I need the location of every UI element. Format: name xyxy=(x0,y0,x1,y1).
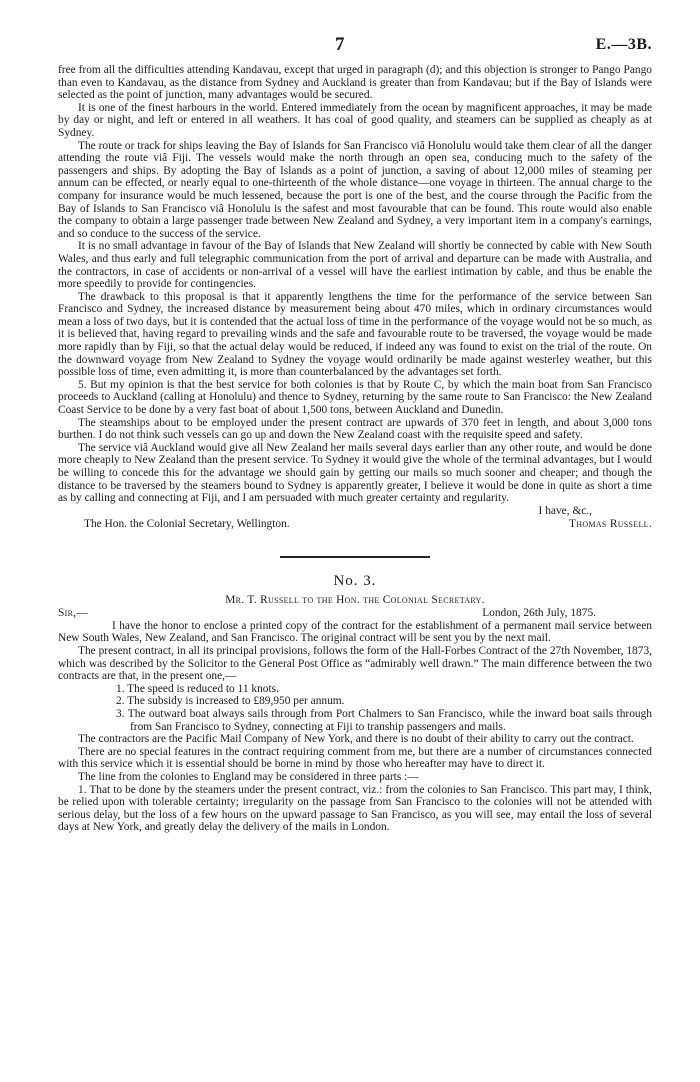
paragraph: It is one of the finest harbours in the world. Entered immediately from the ocean by magnificent approaches, it may be made by day or night, and left or entered in all weathers. It has coal of good quality, and steamers can be supplied as cheaply as at Sydney. xyxy=(58,101,652,139)
paragraph: It is no small advantage in favour of the Bay of Islands that New Zealand will shortly be connected by cable with New South Wales, and thus early and full telegraphic communication from the port of arrival and departure can be made with Australia, and the contractors, in case of accidents or non-arrival of a vessel will have the earliest intimation by cable, and thus be enable the more speedily to provide for contingencies. xyxy=(58,240,652,291)
paragraph: 5. But my opinion is that the best service for both colonies is that by Route C, by which the main boat from San Francisco proceeds to Auckland (calling at Honolulu) and thence to Sydney, returning by the same route to San Francisco: the New Zealand Coast Service to be done by a very fast boat of about 1,500 tons, between Auckland and Dunedin. xyxy=(58,378,652,417)
list-item: 1. The speed is reduced to 11 knots. xyxy=(116,682,279,695)
page xyxy=(58,34,652,834)
signature: Thomas Russell. xyxy=(569,517,652,530)
list-item: 3. The outward boat always sails through from Port Chalmers to San Francisco, while the inward boat sails through from San Francisco to Sydney, connecting at Fiji to tranship passengers and mails. xyxy=(116,707,652,733)
document-code: E.—3B. xyxy=(595,36,652,53)
letter-body-continued xyxy=(58,64,652,505)
list-item: 2. The subsidy is increased to £89,950 per annum. xyxy=(116,695,345,708)
salutation-row xyxy=(58,607,652,620)
paragraph: The steamships about to be employed under the present contract are upwards of 370 feet in length, and about 3,000 tons burthen. I do not think such vessels can go up and down the New Zealand coast with the requisite speed and safety. xyxy=(58,416,652,442)
section-divider xyxy=(280,556,430,558)
page-number: 7 xyxy=(335,34,345,55)
recipient: The Hon. the Colonial Secretary, Wellington. xyxy=(84,517,290,530)
paragraph: The present contract, in all its principal provisions, follows the form of the Hall-Forbes Contract of the 27th November, 1873, which was described by the Solicitor to the General Post Office as “admirably well drawn.” The main difference between the two contracts are that, in the present one,— xyxy=(58,644,652,683)
paragraph: free from all the difficulties attending Kandavau, except that urged in paragraph (d); and this objection is stronger to Pango Pango than even to Kandavau, as the distance from Sydney and Auckland is greater than from Kandavau; but if the Bay of Islands were selected as the point of junction, many advantages would be secured. xyxy=(58,64,652,102)
paragraph: There are no special features in the contract requiring comment from me, but there are a number of circumstances connected with this service which it is essential should be borne in mind by those who hereafter may have to direct it. xyxy=(58,745,652,771)
paragraph: The contractors are the Pacific Mail Company of New York, and there is no doubt of their ability to carry out the contract. xyxy=(78,733,634,746)
paragraph: 1. That to be done by the steamers under the present contract, viz.: from the colonies to San Francisco. This part may, I think, be relied upon with tolerable certainty; irregularity on the passage from San Francisco to the colonies will not be attended with serious delay, but the loss of a few hours on the upward passage to San Francisco, as you will see, may entail the loss of several days at New York, and greatly delay the delivery of the mails in London. xyxy=(58,783,652,834)
closing: I have, &c., xyxy=(538,504,592,517)
paragraph: The drawback to this proposal is that it apparently lengthens the time for the performance of the service between San Francisco and Sydney, the increased distance by measurement being about 470 miles, which in ordinary circumstances would mean a loss of two days, but it is contended that the actual loss of time in the performance of the voyage would not be so much, as it is believed that, having regard to prevailing winds and the safe and favourable route to be traversed, the voyage would be made more rapidly than by Fiji, so that the actual delay would be reduced, if indeed any was found to exist on the trial of the route. On the downward voyage from New Zealand to Sydney the voyage would ordinarily be made against westerley weather, but this possible loss of time, even admitting it, is more than counterbalanced by the advantages set forth. xyxy=(58,290,652,379)
letter-body xyxy=(58,620,652,834)
paragraph: The route or track for ships leaving the Bay of Islands for San Francisco viâ Honolulu would take them clear of all the danger attending the route viâ Fiji. The vessels would make the north through an open sea, conducing much to the safety of the passengers and ships. By adopting the Bay of Islands as a point of junction, a saving of about 12,000 miles of steaming per annum can be effected, or nearly equal to one-thirteenth of the whole distance—one voyage in thirteen. The annual charge to the company for insurance would be much lessened, because the port is one of the best, and the course through the Pacific from the Bay of Islands to San Francisco viâ Honolulu is the safest and most favourable that can be found. This route would also enable the company to obtain a large passenger trade between New Zealand and Sydney, a very important item in a company's earnings, and so conduce to the success of the service. xyxy=(58,139,652,240)
page-header xyxy=(58,34,652,64)
paragraph: I have the honor to enclose a printed copy of the contract for the establishment of a permanent mail service between New South Wales, New Zealand, and San Francisco. The original contract will be sent you by the next mail. xyxy=(58,619,652,645)
signature-row xyxy=(58,518,652,531)
salutation: Sir,— xyxy=(58,606,89,619)
numbered-list xyxy=(58,683,652,733)
section-number: No. 3. xyxy=(333,572,377,589)
section-title: Mr. T. Russell to the Hon. the Colonial Secretary. xyxy=(225,593,485,606)
closing-row xyxy=(58,505,652,518)
paragraph: The service viâ Auckland would give all New Zealand her mails several days earlier than any other route, and would be done more cheaply to New Zealand than the present service. To Sydney it would give the whole of the terminal advantages, but I would be willing to concede this for the advantage we should gain by getting our mails so much sooner and cheaper; and though the distance to be traversed by the steamers bound to Sydney is apparently greater, I believe it would be done in quite as short a time as by calling and connecting at Fiji, and I am persuaded with much greater certainty and regularity. xyxy=(58,441,652,505)
place-date: London, 26th July, 1875. xyxy=(482,606,596,619)
paragraph: The line from the colonies to England may be considered in three parts :— xyxy=(78,770,419,783)
